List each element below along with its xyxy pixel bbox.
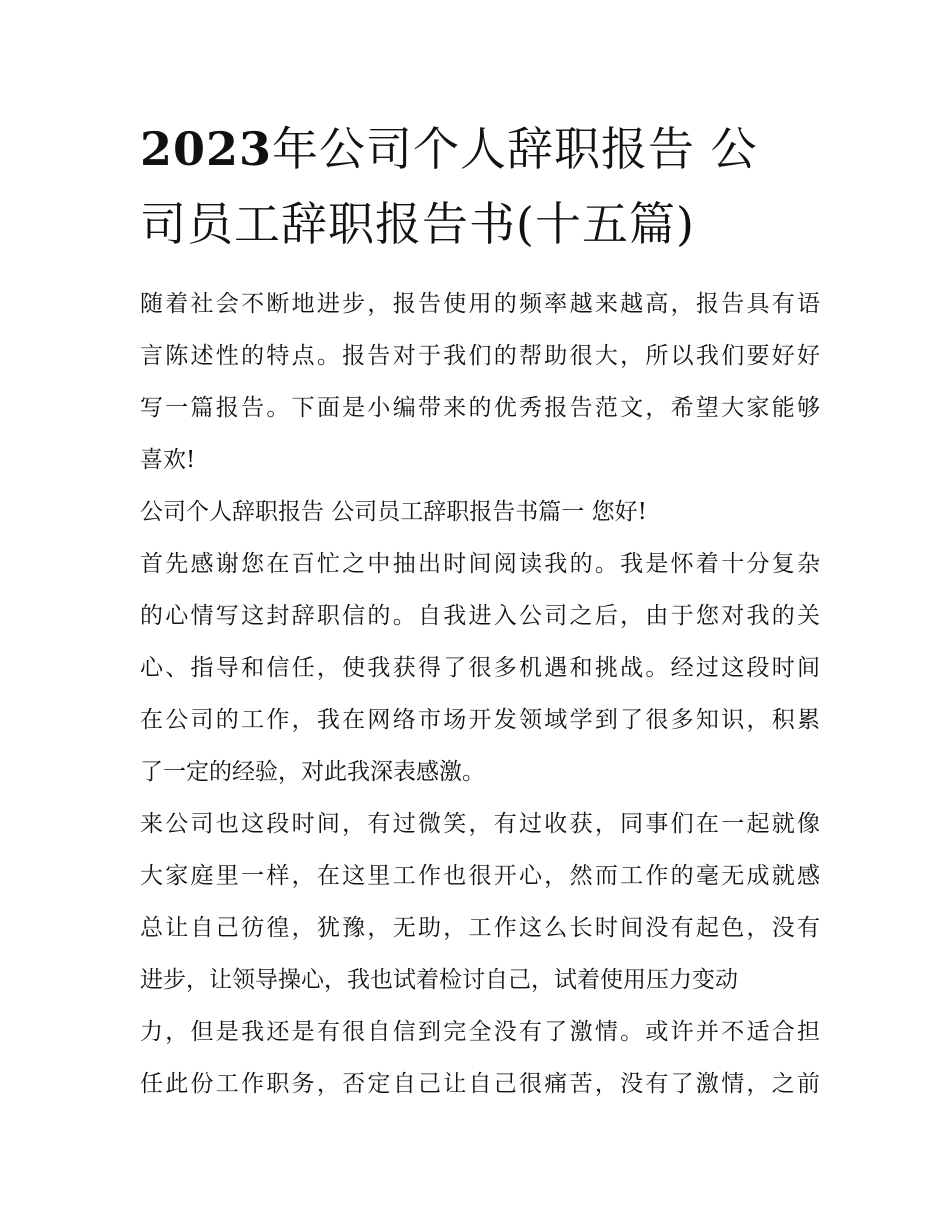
body-line: 总让自己彷徨，犹豫，无助，工作这么长时间没有起色，没有 [140,915,820,941]
title-year: 2023 [140,122,273,176]
title-line2: 司员工辞职报告书(十五篇) [140,197,695,251]
body-line: 首先感谢您在百忙之中抽出时间阅读我的。我是怀着十分复杂 [140,551,820,577]
body-line: 进步，让领导操心，我也试着检讨自己，试着使用压力变动 [140,967,738,993]
body-line: 了一定的经验，对此我深表感激。 [140,759,485,785]
body-line: 写一篇报告。下面是小编带来的优秀报告范文，希望大家能够 [140,395,820,421]
document-body [140,278,820,1110]
body-line: 在公司的工作，我在网络市场开发领域学到了很多知识，积累 [140,707,820,733]
body-line: 随着社会不断地进步，报告使用的频率越来越高，报告具有语 [140,291,820,317]
document-title [140,112,820,262]
body-line: 言陈述性的特点。报告对于我们的帮助很大，所以我们要好好 [140,343,820,369]
title-line1-rest: 年公司个人辞职报告 公 [272,122,758,176]
body-line: 力，但是我还是有很自信到完全没有了激情。或许并不适合担 [140,1019,820,1045]
body-line: 大家庭里一样，在这里工作也很开心，然而工作的毫无成就感 [140,863,820,889]
body-line: 公司个人辞职报告 公司员工辞职报告书篇一 您好! [140,499,647,525]
body-line: 来公司也这段时间，有过微笑，有过收获，同事们在一起就像 [140,811,820,837]
body-line: 的心情写这封辞职信的。自我进入公司之后，由于您对我的关 [140,603,820,629]
body-line: 喜欢! [140,447,196,473]
body-line: 任此份工作职务，否定自己让自己很痛苦，没有了激情，之前 [140,1071,820,1097]
body-line: 心、指导和信任，使我获得了很多机遇和挑战。经过这段时间 [140,655,820,681]
